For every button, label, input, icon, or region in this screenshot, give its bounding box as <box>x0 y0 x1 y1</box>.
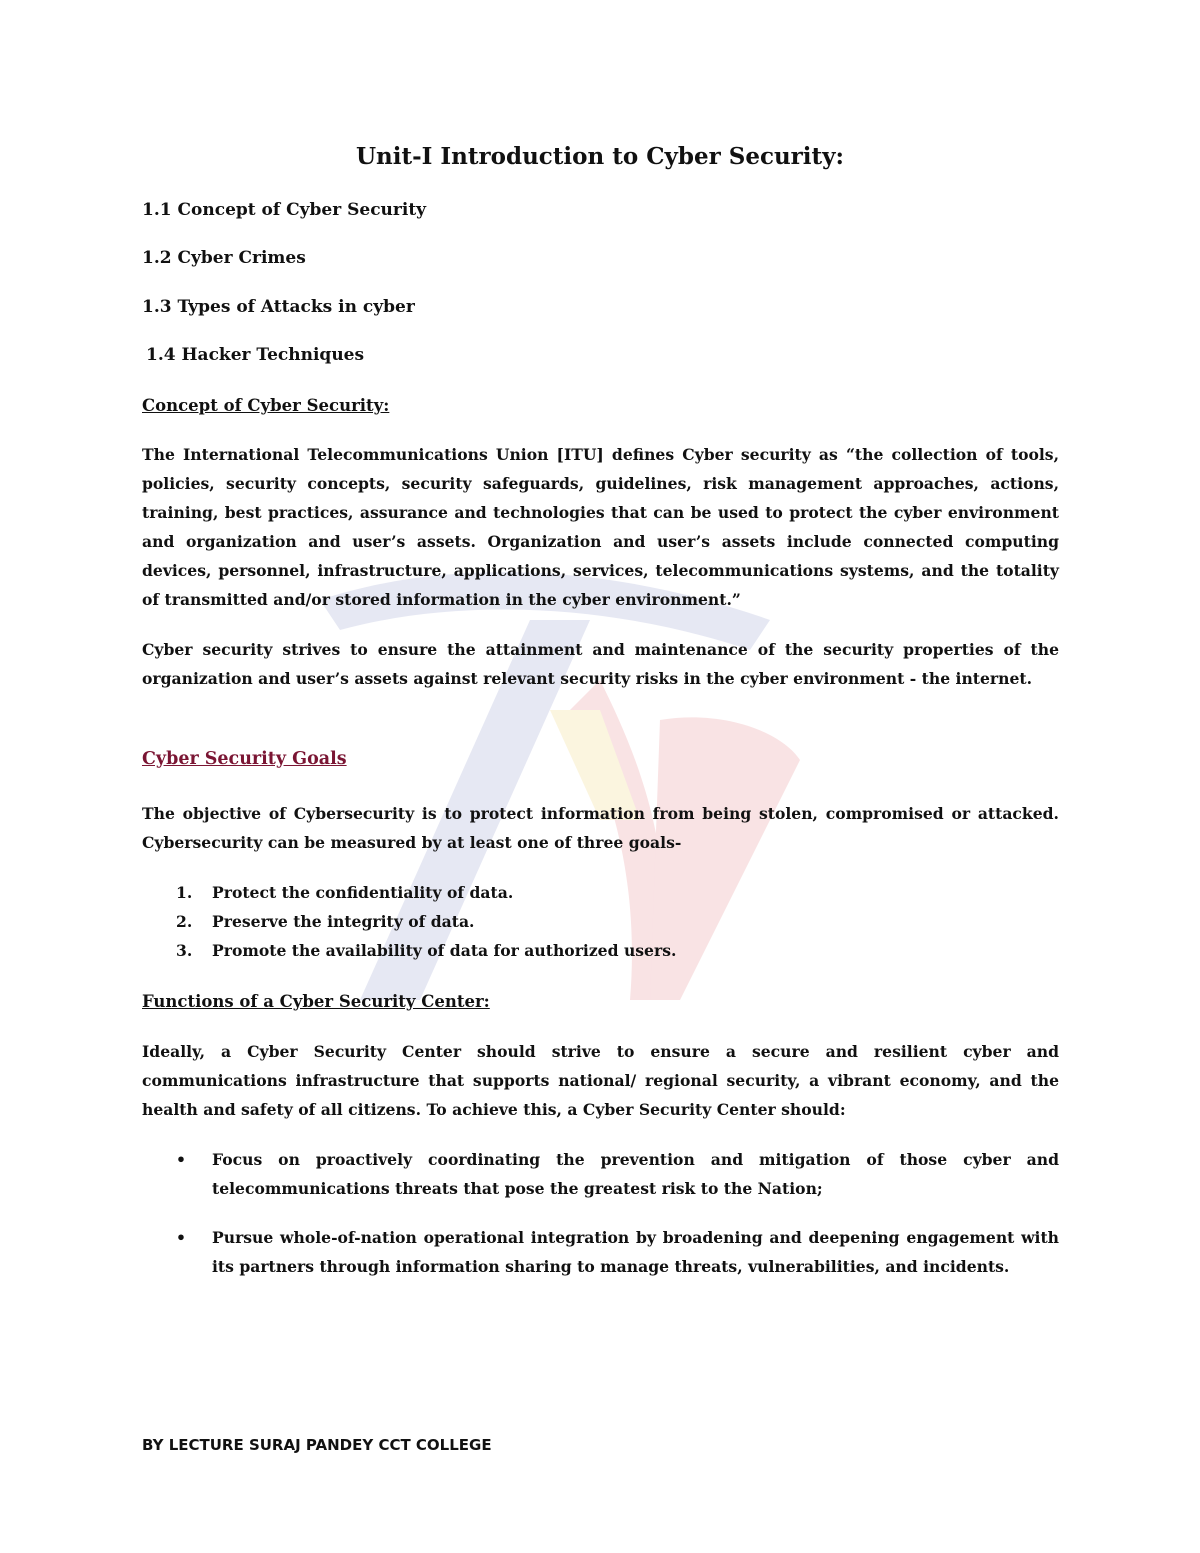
toc-item-1-4: 1.4 Hacker Techniques <box>146 345 365 365</box>
functions-heading: Functions of a Cyber Security Center: <box>142 992 490 1011</box>
list-item-text: Protect the confidentiality of data. <box>212 883 514 902</box>
functions-bullet-list <box>142 1145 1059 1281</box>
goals-paragraph: The objective of Cybersecurity is to protect information from being stolen, compromised or attacked. Cybersecurity can be measured by at least one of three goals- <box>142 804 1059 852</box>
toc-item-1-2: 1.2 Cyber Crimes <box>142 248 306 268</box>
bullet-marker: • <box>176 1150 186 1169</box>
functions-paragraph: Ideally, a Cyber Security Center should strive to ensure a secure and resilient cyber and communications infrastructure that supports national/ regional security, a vibrant economy, and the health and safety of all citizens. To achieve this, a Cyber Security Center should: <box>142 1042 1059 1119</box>
concept-paragraph-1: The International Telecommunications Union [ITU] defines Cyber security as “the collection of tools, policies, security concepts, security safeguards, guidelines, risk management approaches, actions, training, best practices, assurance and technologies that can be used to protect the cyber environment and organization and user’s assets. Organization and user’s assets include connected computing devices, personnel, infrastructure, applications, services, telecommunications systems, and the totality of transmitted and/or stored information in the cyber environment.” <box>142 445 1059 609</box>
page-title: Unit-I Introduction to Cyber Security: <box>355 143 845 170</box>
bullet-marker: • <box>176 1228 186 1247</box>
list-item <box>142 1223 1059 1281</box>
list-marker: 3. <box>176 941 193 960</box>
list-item <box>142 936 1059 965</box>
list-item-text: Preserve the integrity of data. <box>212 912 475 931</box>
list-item-text: Focus on proactively coordinating the prevention and mitigation of those cyber and telecommunications threats that pose the greatest risk to the Nation; <box>212 1150 1059 1198</box>
list-item <box>142 1145 1059 1203</box>
page-footer: BY LECTURE SURAJ PANDEY CCT COLLEGE <box>142 1436 492 1454</box>
toc-item-1-1: 1.1 Concept of Cyber Security <box>142 200 427 220</box>
concept-heading: Concept of Cyber Security: <box>142 396 390 415</box>
toc-item-1-3: 1.3 Types of Attacks in cyber <box>142 297 415 317</box>
list-item <box>142 878 1059 907</box>
list-marker: 2. <box>176 912 193 931</box>
list-marker: 1. <box>176 883 193 902</box>
goals-heading: Cyber Security Goals <box>142 749 347 769</box>
list-item-text: Pursue whole-of-nation operational integration by broadening and deepening engagement with its partners through information sharing to manage threats, vulnerabilities, and incidents. <box>212 1228 1059 1276</box>
concept-paragraph-2: Cyber security strives to ensure the attainment and maintenance of the security properties of the organization and user’s assets against relevant security risks in the cyber environment - the internet. <box>142 640 1059 688</box>
list-item-text: Promote the availability of data for authorized users. <box>212 941 677 960</box>
goals-list <box>142 878 1059 965</box>
list-item <box>142 907 1059 936</box>
